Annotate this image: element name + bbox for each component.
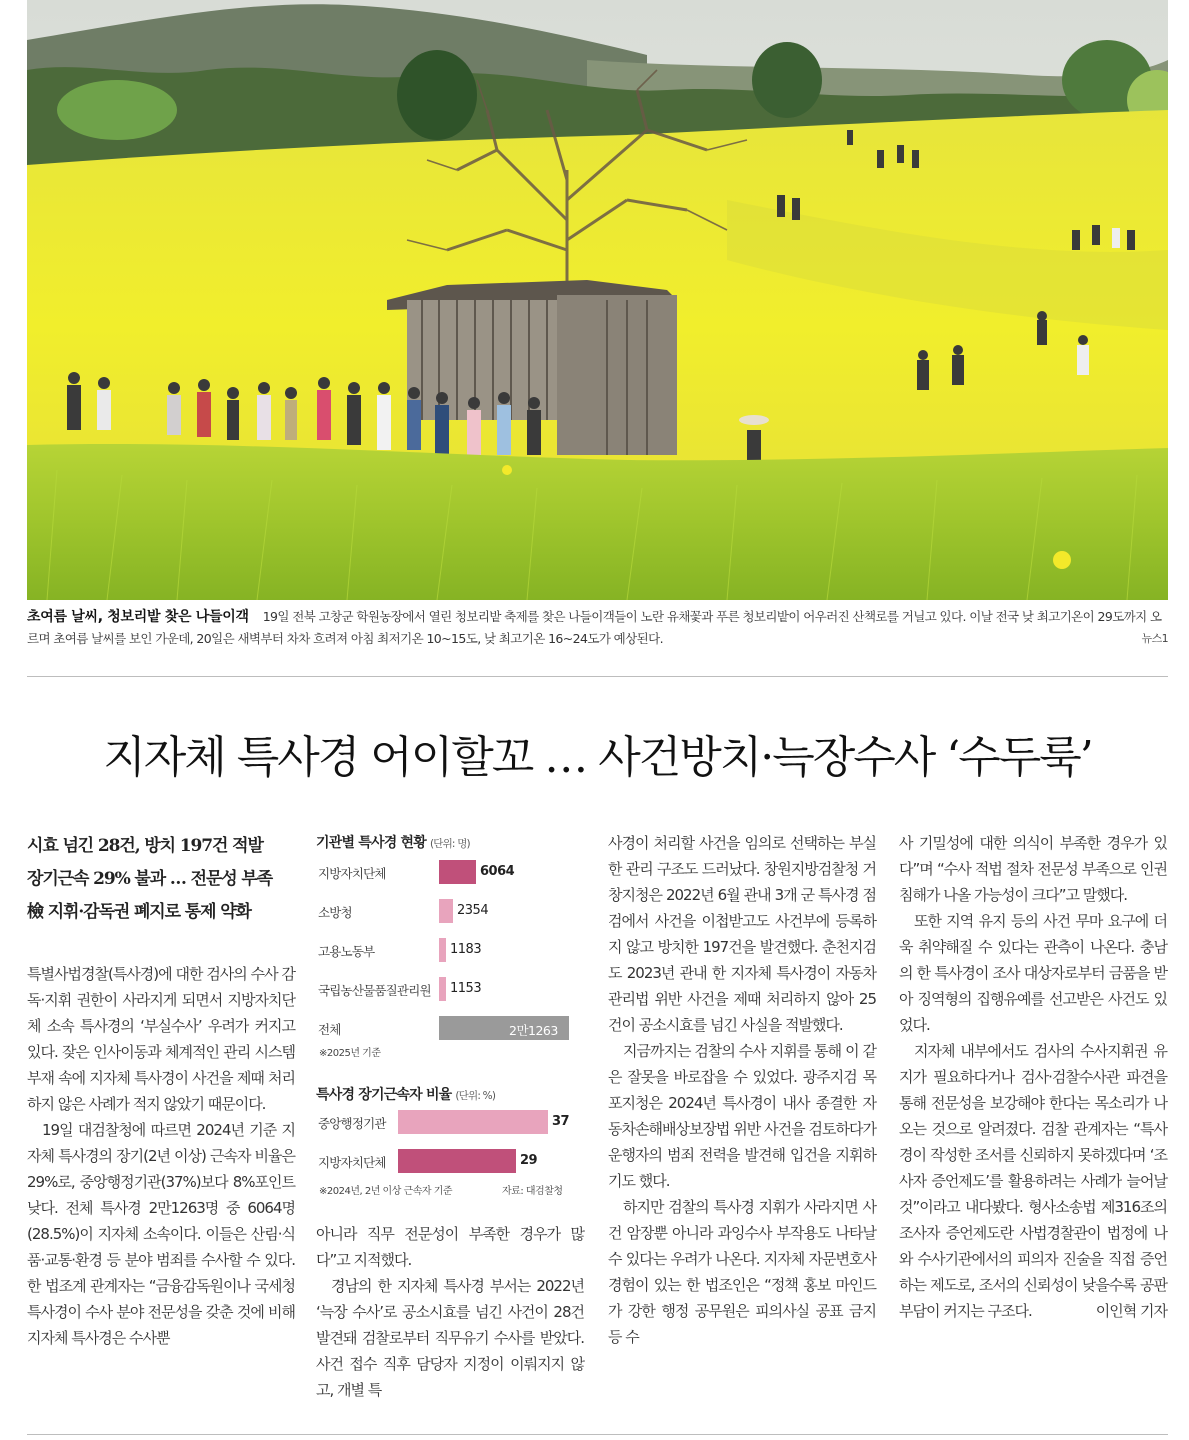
subhead-1: 시효 넘긴 28건, 방치 197건 적발 (27, 836, 263, 856)
bar (439, 899, 453, 923)
bar-row (316, 936, 584, 964)
paragraph: 아니라 직무 전문성이 부족한 경우가 많다”고 지적했다. (316, 1225, 584, 1269)
bar-value-label: 29 (520, 1153, 538, 1168)
photo-credit: 뉴스1 (1141, 632, 1168, 645)
bar-label: 지방자치단체 (318, 866, 386, 881)
bar-label: 중앙행정기관 (318, 1116, 386, 1131)
photo-caption (27, 606, 1168, 650)
paragraph: 사경이 처리할 사건을 임의로 선택하는 부실한 관리 구조도 드러났다. 창원지방검찰청 거창지청은 2022년 6월 관내 3개 군 특사경 점검에서 사건을 이첩받고도 사건부에 등록하지 않고 방치한 197건을 발견했다. 춘천지검도 2023년 관내 한 지자체 특사경이 자동차관리법 위반 사건을 제때 처리하지 않아 25건이 공소시효를 넘긴 사실을 적발했다. (608, 834, 876, 1034)
paragraph: 지금까지는 검찰의 수사 지휘를 통해 이 같은 잘못을 바로잡을 수 있었다. 광주지검 목포지청은 2024년 특사경이 내사 종결한 자동차손해배상보장법 위반 사건을 검토하다가 운행자의 범죄 전력을 발견해 입건을 지휘하기도 했다. (608, 1042, 876, 1190)
paragraph: 19일 대검찰청에 따르면 2024년 기준 지자체 특사경의 장기(2년 이상) 근속자 비율은 29%로, 중앙행정기관(37%)보다 8%포인트 낮다. 전체 특사경 2만1263명 중 6064명(28.5%)이 지자체 소속이다. 이들은 산림·식품·교통·환경 등 분야 범죄를 수사할 수 있다. 한 법조계 관계자는 “금융감독원이나 국세청 특사경이 수사 분야 전문성을 갖춘 것에 비해 지자체 특사경은 수사뿐 (27, 1121, 295, 1347)
article-column-4 (899, 830, 1167, 1324)
chart-1-title (316, 832, 584, 852)
article-column-1 (27, 961, 295, 1351)
bar-row (316, 1014, 584, 1042)
bar-row (316, 1147, 584, 1175)
chart-2-title (316, 1084, 495, 1104)
bar-row (316, 858, 584, 886)
caption-title: 초여름 날씨, 청보리밭 찾은 나들이객 (27, 609, 249, 625)
article-column-2 (316, 1221, 584, 1403)
paragraph: 사 기밀성에 대한 의식이 부족한 경우가 있다”며 “수사 적법 절차 전문성 부족으로 인권침해가 나올 가능성이 크다”고 말했다. (899, 834, 1167, 904)
bar (439, 938, 446, 962)
article-column-3 (608, 830, 876, 1350)
subhead-2: 장기근속 29% 불과 … 전문성 부족 (27, 869, 273, 889)
divider-top (27, 676, 1168, 677)
caption-text: 19일 전북 고창군 학원농장에서 열린 청보리밭 축제를 찾은 나들이객들이 노란 유채꽃과 푸른 청보리밭이 어우러진 산책로를 거닐고 있다. 이날 전국 낮 최고기온이 29도까지 오르며 초여름 날씨를 보인 가운데, 20일은 새벽부터 차차 흐려져 아침 최저기온 10~15도, 낮 최고기온 16~24도가 예상된다. (27, 609, 1162, 646)
paragraph: 하지만 검찰의 특사경 지휘가 사라지면 사건 암장뿐 아니라 과잉수사 부작용도 나타날 수 있다는 우려가 나온다. 지자체 자문변호사 경험이 있는 한 법조인은 “정책 홍보 마인드가 강한 행정 공무원은 피의사실 공표 금지 등 수 (608, 1198, 876, 1346)
subhead-3: 檢 지휘·감독권 폐지로 통제 약화 (27, 902, 251, 922)
paragraph: 경남의 한 지자체 특사경 부서는 2022년 ‘늑장 수사’로 공소시효를 넘긴 사건이 28건 발견돼 검찰로부터 직무유기 수사를 받았다. 사건 접수 직후 담당자 지정이 이뤄지지 않고, 개별 특 (316, 1277, 584, 1399)
chart-2-note: ※2024년, 2년 이상 근속자 기준 (319, 1186, 453, 1197)
bar-label: 지방자치단체 (318, 1155, 386, 1170)
bar-value-label: 1153 (450, 981, 482, 996)
bar-label: 고용노동부 (318, 944, 375, 959)
news-photo (27, 0, 1168, 600)
bar-value-label: 2만1263 (509, 1023, 558, 1038)
paragraph (899, 1038, 1167, 1324)
bar-value-label: 1183 (450, 942, 482, 957)
bar (439, 977, 446, 1001)
bar-row (316, 975, 584, 1003)
paragraph: 특별사법경찰(특사경)에 대한 검사의 수사 감독·지휘 권한이 사라지게 되면서 지방자치단체 소속 특사경의 ‘부실수사’ 우려가 커지고 있다. 잦은 인사이동과 체계적인 관리 시스템 부재 속에 지자체 특사경이 사건을 제때 처리하지 않은 사례가 적지 않았기 때문이다. (27, 965, 295, 1113)
chart-2-title-text: 특사경 장기근속자 비율 (316, 1087, 452, 1103)
bar-value-label: 37 (552, 1114, 570, 1129)
subheads (27, 830, 299, 929)
chart-2-source: 자료: 대검찰청 (502, 1186, 563, 1197)
bar-value-label: 2354 (457, 903, 489, 918)
byline: 이인혁 기자 (1095, 1302, 1167, 1320)
bar (398, 1149, 516, 1173)
bar-label: 전체 (318, 1022, 341, 1037)
bar (439, 860, 476, 884)
bar-row (316, 897, 584, 925)
chart-1-title-text: 기관별 특사경 현황 (316, 835, 426, 851)
bar (398, 1110, 548, 1134)
chart-1-note: ※2025년 기준 (319, 1048, 381, 1059)
infographic (316, 832, 584, 1197)
bar-value-label: 6064 (480, 864, 515, 879)
flower-field-photo (27, 0, 1168, 600)
chart-1-unit: (단위: 명) (429, 838, 470, 850)
paragraph: 또한 지역 유지 등의 사건 무마 요구에 더욱 취약해질 수 있다는 관측이 나온다. 충남의 한 특사경이 조사 대상자로부터 금품을 받아 징역형의 집행유예를 선고받은 사건도 있었다. (899, 912, 1167, 1034)
bar-label: 소방청 (318, 905, 352, 920)
paragraph-text: 지자체 내부에서도 검사의 수사지휘권 유지가 필요하다거나 검사·검찰수사관 파견을 통해 전문성을 보강해야 한다는 목소리가 나오는 것으로 알려졌다. 검찰 관계자는 “특사경이 작성한 조서를 신뢰하지 못하겠다며 ‘조사자 증언제도’를 활용하려는 사례가 늘어날 것”이라고 내다봤다. 형사소송법 제316조의 조사자 증언제도란 사법경찰관이 법정에 나와 수사기관에서의 피의자 진술을 직접 증언하는 제도로, 조서의 신뢰성이 낮을수록 공판 부담이 커지는 구조다. (899, 1042, 1167, 1320)
divider-bottom (27, 1434, 1168, 1435)
chart-2-unit: (단위: %) (455, 1090, 496, 1102)
headline: 지자체 특사경 어이할꼬 … 사건방치·늑장수사 ‘수두룩’ (103, 732, 1092, 783)
bar-label: 국립농산물품질관리원 (318, 983, 431, 998)
bar-row (316, 1108, 584, 1136)
